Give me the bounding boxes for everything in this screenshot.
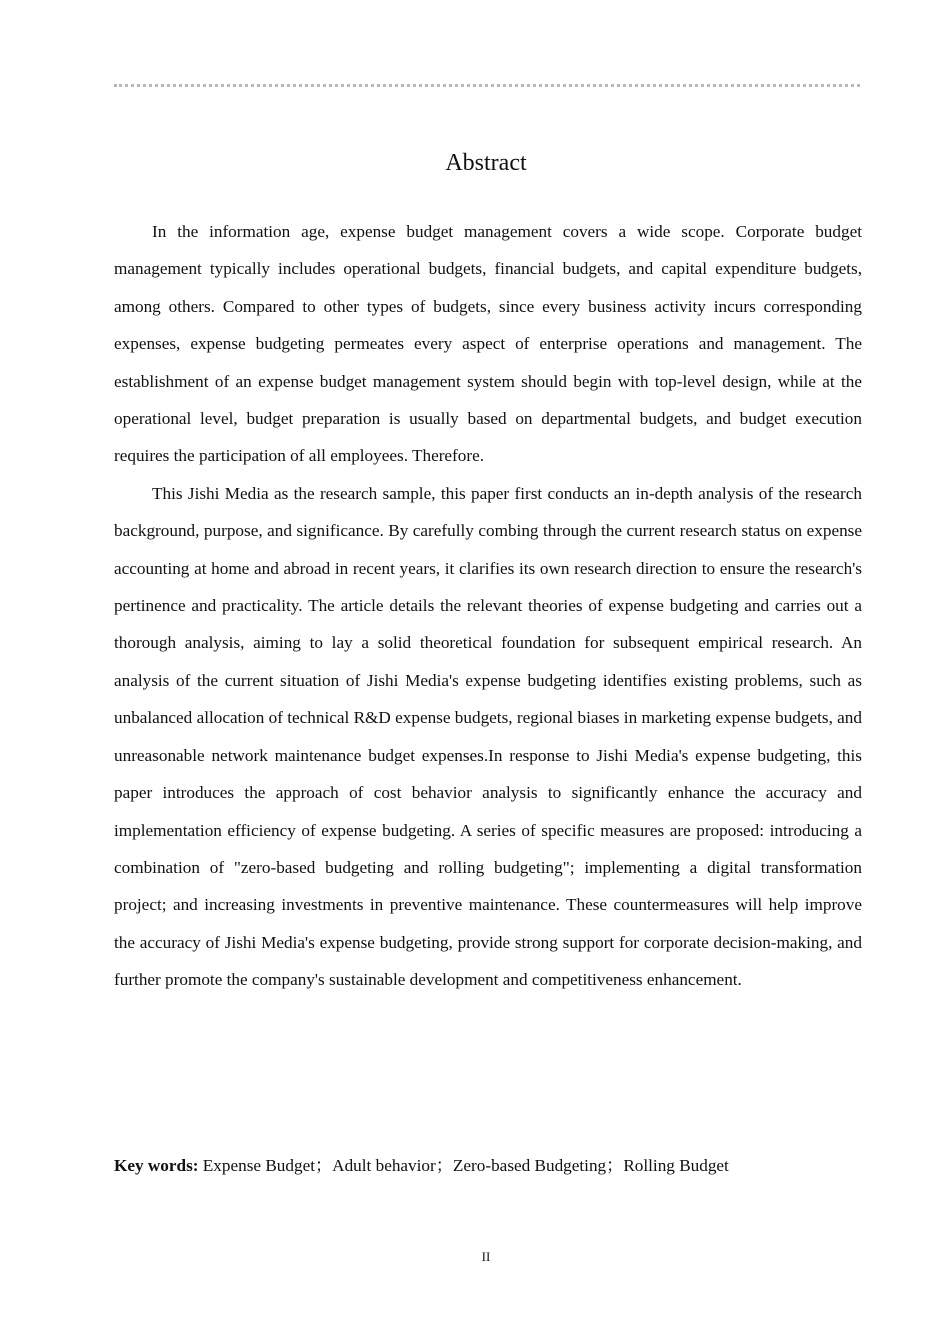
- abstract-paragraph-2: This Jishi Media as the research sample, this paper first conducts an in-depth analysis of the research background, purpose, and significance. By carefully combing through the current research status on expense accounting at home and abroad in recent years, it clarifies its own research direction to ensure the research's pertinence and practicality. The article details the relevant theories of expense budgeting and carries out a thorough analysis, aiming to lay a solid theoretical foundation for subsequent empirical research. An analysis of the current situation of Jishi Media's expense budgeting identifies existing problems, such as unbalanced allocation of technical R&D expense budgets, regional biases in marketing expense budgets, and unreasonable network maintenance budget expenses.In response to Jishi Media's expense budgeting, this paper introduces the approach of cost behavior analysis to significantly enhance the accuracy and implementation efficiency of expense budgeting. A series of specific measures are proposed: introducing a combination of "zero-based budgeting and rolling budgeting"; implementing a digital transformation project; and increasing investments in preventive maintenance. These countermeasures will help improve the accuracy of Jishi Media's expense budgeting, provide strong support for corporate decision-making, and further promote the company's sustainable development and competitiveness enhancement.: [114, 483, 862, 990]
- header-rule: [114, 84, 860, 87]
- keywords-label: Key words:: [114, 1156, 199, 1175]
- keywords-line: [114, 1152, 862, 1180]
- abstract-paragraph-1: In the information age, expense budget management covers a wide scope. Corporate budget management typically includes operational budgets, financial budgets, and capital expenditure budgets, among others. Compared to other types of budgets, since every business activity incurs corresponding expenses, expense budgeting permeates every aspect of enterprise operations and management. The establishment of an expense budget management system should begin with top-level design, while at the operational level, budget preparation is usually based on departmental budgets, and budget execution requires the participation of all employees. Therefore.: [114, 222, 862, 466]
- keywords-text: Expense Budget；Adult behavior；Zero-based Budgeting；Rolling Budget: [198, 1156, 729, 1175]
- page-title: Abstract: [445, 150, 527, 176]
- page-number: II: [481, 1249, 491, 1264]
- abstract-body: [114, 213, 862, 999]
